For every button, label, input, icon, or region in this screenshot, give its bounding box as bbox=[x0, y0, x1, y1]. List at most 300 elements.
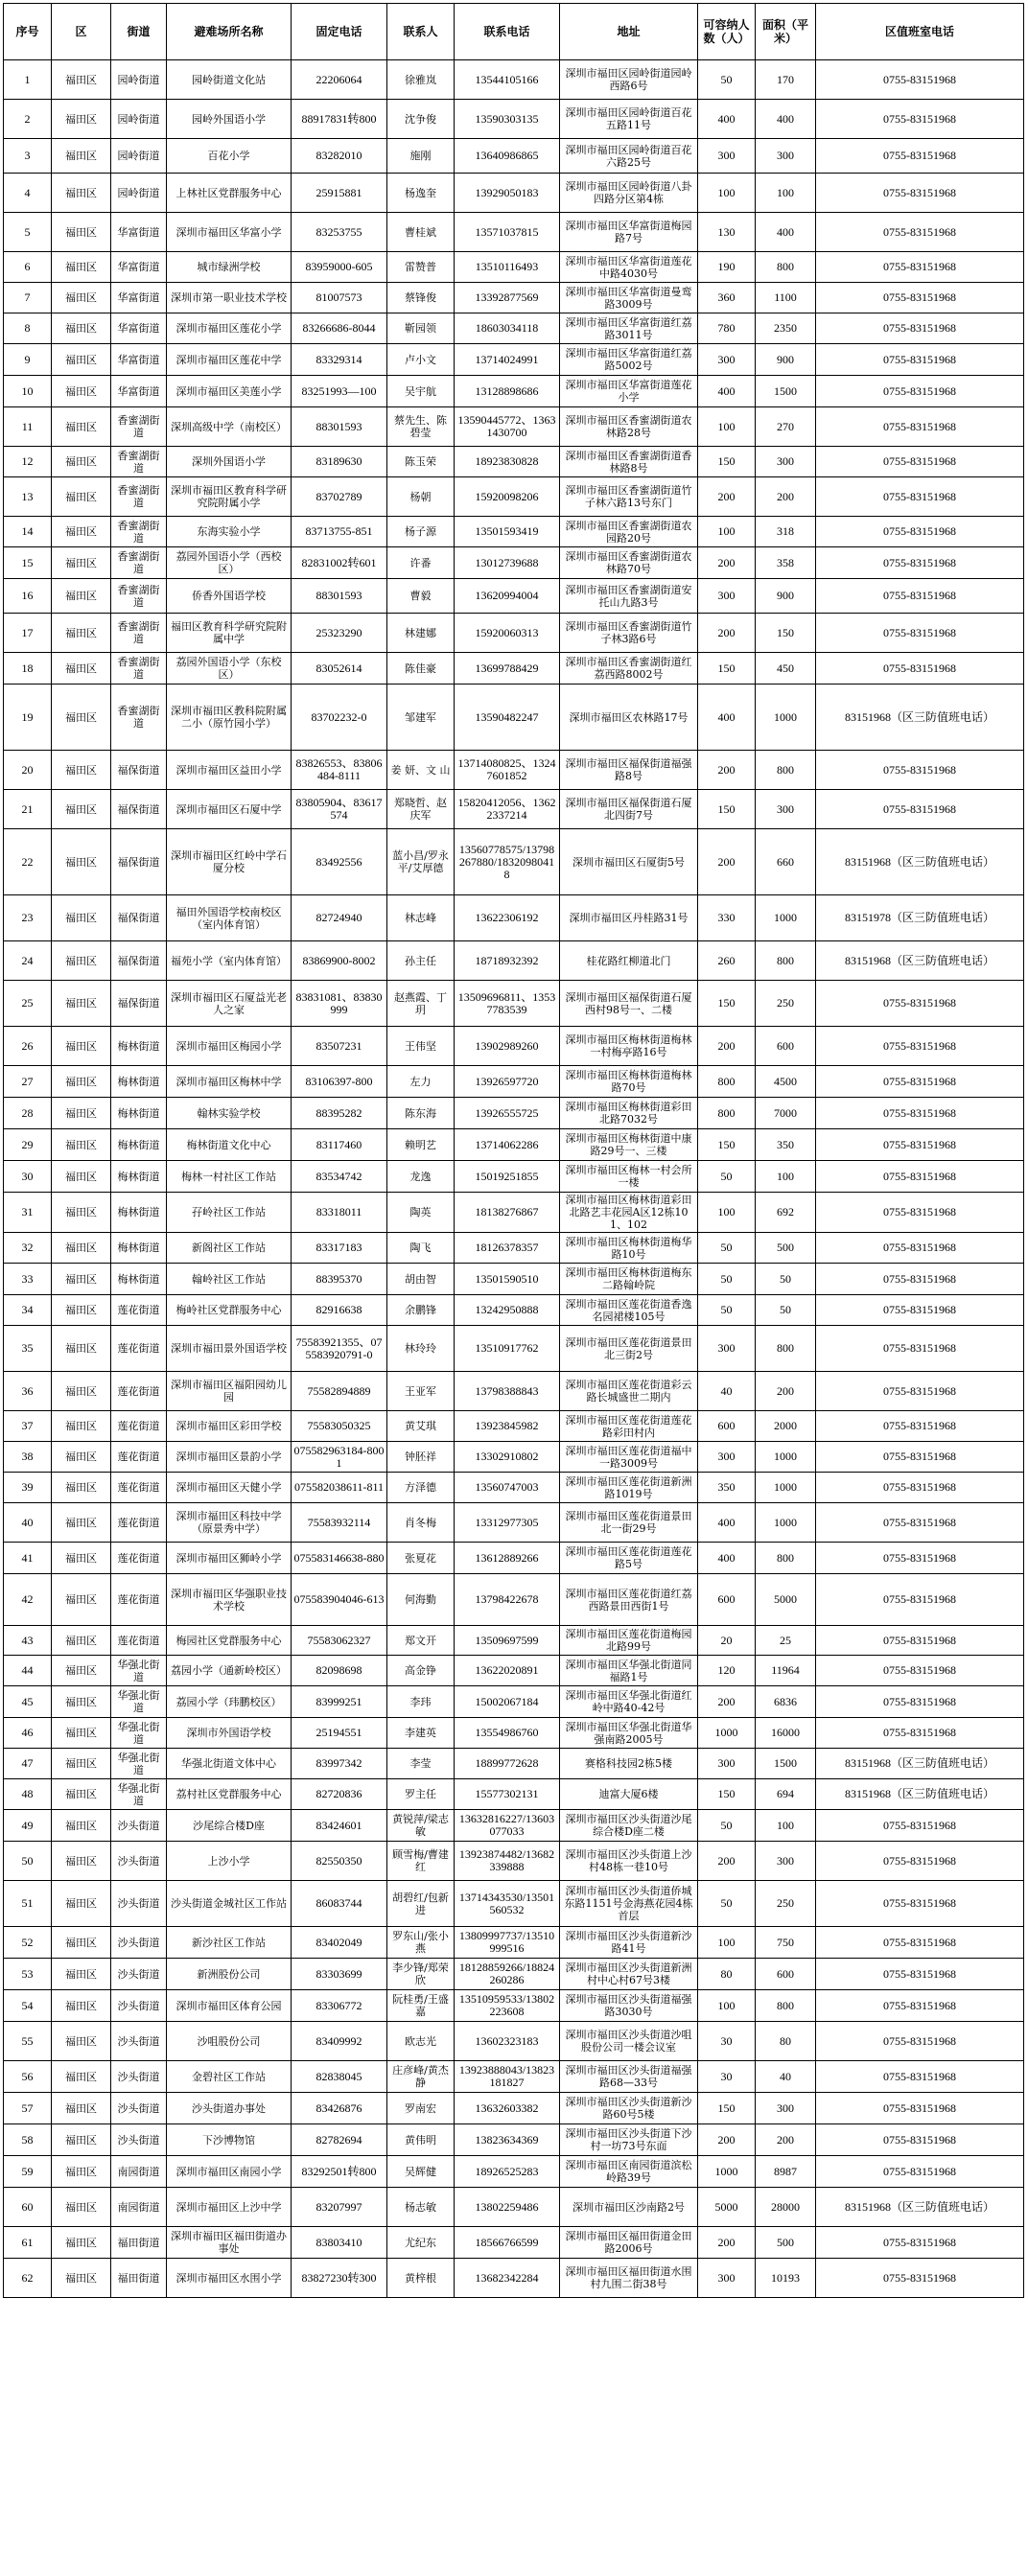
cell-phone: 22206064 bbox=[292, 60, 387, 100]
table-row bbox=[4, 1233, 1024, 1264]
cell-capacity: 80 bbox=[698, 1959, 756, 1990]
cell-duty-phone: 0755-83151968 bbox=[816, 547, 1024, 579]
cell-district: 福田区 bbox=[52, 981, 111, 1027]
cell-no: 17 bbox=[4, 614, 52, 653]
cell-duty-phone: 83151968（区三防值班电话） bbox=[816, 1749, 1024, 1779]
cell-capacity: 200 bbox=[698, 1842, 756, 1881]
cell-duty-phone: 83151968（区三防值班电话） bbox=[816, 1779, 1024, 1810]
cell-address: 深圳市福田区福保街道石厦北四街7号 bbox=[560, 790, 698, 829]
table-row bbox=[4, 1193, 1024, 1233]
cell-capacity: 300 bbox=[698, 2259, 756, 2298]
cell-contact: 靳园领 bbox=[387, 313, 455, 344]
cell-no: 7 bbox=[4, 283, 52, 313]
cell-street: 福保街道 bbox=[111, 751, 167, 790]
cell-capacity: 50 bbox=[698, 1295, 756, 1326]
cell-duty-phone: 83151978（区三防值班电话） bbox=[816, 895, 1024, 941]
table-row bbox=[4, 1574, 1024, 1626]
cell-mobile: 13302910802 bbox=[455, 1442, 560, 1473]
cell-mobile: 13622306192 bbox=[455, 895, 560, 941]
cell-area: 358 bbox=[756, 547, 816, 579]
cell-no: 4 bbox=[4, 174, 52, 213]
cell-address: 深圳市福田区丹桂路31号 bbox=[560, 895, 698, 941]
cell-address: 深圳市福田区沙头街道侨城东路1151号金海燕花园4栋首层 bbox=[560, 1881, 698, 1927]
table-row bbox=[4, 1810, 1024, 1842]
cell-duty-phone: 0755-83151968 bbox=[816, 174, 1024, 213]
cell-mobile: 13560778575/13798267880/18320980418 bbox=[455, 829, 560, 895]
cell-street: 莲花街道 bbox=[111, 1473, 167, 1503]
cell-no: 60 bbox=[4, 2188, 52, 2227]
cell-contact: 施刚 bbox=[387, 139, 455, 174]
cell-capacity: 300 bbox=[698, 579, 756, 614]
cell-duty-phone: 0755-83151968 bbox=[816, 790, 1024, 829]
cell-phone: 81007573 bbox=[292, 283, 387, 313]
cell-name: 深圳市福田景外国语学校 bbox=[167, 1326, 292, 1372]
cell-street: 华富街道 bbox=[111, 252, 167, 283]
table-row bbox=[4, 1686, 1024, 1718]
cell-district: 福田区 bbox=[52, 579, 111, 614]
shelter-table bbox=[3, 3, 1024, 2298]
cell-area: 50 bbox=[756, 1295, 816, 1326]
cell-address: 深圳市福田区沙南路2号 bbox=[560, 2188, 698, 2227]
cell-contact: 陈佳豪 bbox=[387, 653, 455, 685]
table-row bbox=[4, 2093, 1024, 2124]
cell-district: 福田区 bbox=[52, 2061, 111, 2093]
cell-no: 3 bbox=[4, 139, 52, 174]
table-row bbox=[4, 790, 1024, 829]
cell-duty-phone: 0755-83151968 bbox=[816, 1718, 1024, 1749]
cell-area: 250 bbox=[756, 1881, 816, 1927]
cell-contact: 李莹 bbox=[387, 1749, 455, 1779]
cell-area: 450 bbox=[756, 653, 816, 685]
cell-area: 100 bbox=[756, 1161, 816, 1193]
cell-area: 1000 bbox=[756, 1442, 816, 1473]
cell-no: 8 bbox=[4, 313, 52, 344]
cell-phone: 83317183 bbox=[292, 1233, 387, 1264]
col-header-capacity: 可容纳人数（人） bbox=[698, 4, 756, 60]
cell-district: 福田区 bbox=[52, 2156, 111, 2188]
cell-address: 深圳市福田区莲花街道彩云路长城盛世二期内 bbox=[560, 1372, 698, 1411]
cell-name: 沙尾综合楼D座 bbox=[167, 1810, 292, 1842]
cell-street: 南园街道 bbox=[111, 2156, 167, 2188]
cell-district: 福田区 bbox=[52, 517, 111, 547]
cell-street: 福保街道 bbox=[111, 790, 167, 829]
cell-capacity: 100 bbox=[698, 1927, 756, 1959]
cell-name: 福苑小学（室内体育馆） bbox=[167, 941, 292, 981]
cell-no: 57 bbox=[4, 2093, 52, 2124]
cell-capacity: 350 bbox=[698, 1473, 756, 1503]
cell-name: 梅林一村社区工作站 bbox=[167, 1161, 292, 1193]
table-row bbox=[4, 2156, 1024, 2188]
cell-name: 荔园小学（玮鹏校区） bbox=[167, 1686, 292, 1718]
cell-contact: 罗南宏 bbox=[387, 2093, 455, 2124]
cell-name: 深圳市福田区彩田学校 bbox=[167, 1411, 292, 1442]
table-row bbox=[4, 2022, 1024, 2061]
cell-area: 1500 bbox=[756, 1749, 816, 1779]
cell-district: 福田区 bbox=[52, 1372, 111, 1411]
cell-address: 深圳市福田区莲花街道红荔西路景田西街1号 bbox=[560, 1574, 698, 1626]
cell-duty-phone: 0755-83151968 bbox=[816, 2022, 1024, 2061]
cell-district: 福田区 bbox=[52, 283, 111, 313]
cell-district: 福田区 bbox=[52, 174, 111, 213]
cell-street: 莲花街道 bbox=[111, 1574, 167, 1626]
cell-no: 41 bbox=[4, 1543, 52, 1574]
cell-district: 福田区 bbox=[52, 2093, 111, 2124]
cell-contact: 胡碧红/包新进 bbox=[387, 1881, 455, 1927]
cell-contact: 林志峰 bbox=[387, 895, 455, 941]
cell-name: 上林社区党群服务中心 bbox=[167, 174, 292, 213]
cell-capacity: 1000 bbox=[698, 2156, 756, 2188]
cell-street: 香蜜湖街道 bbox=[111, 579, 167, 614]
cell-duty-phone: 0755-83151968 bbox=[816, 1503, 1024, 1543]
cell-district: 福田区 bbox=[52, 213, 111, 252]
cell-address: 深圳市福田区沙头街道上沙村48栋一巷10号 bbox=[560, 1842, 698, 1881]
table-row bbox=[4, 653, 1024, 685]
col-header-contact: 联系人 bbox=[387, 4, 455, 60]
cell-name: 深圳高级中学（南校区） bbox=[167, 407, 292, 447]
cell-contact: 林建娜 bbox=[387, 614, 455, 653]
cell-mobile: 18566766599 bbox=[455, 2227, 560, 2259]
cell-no: 56 bbox=[4, 2061, 52, 2093]
cell-street: 莲花街道 bbox=[111, 1372, 167, 1411]
cell-mobile: 13312977305 bbox=[455, 1503, 560, 1543]
cell-area: 80 bbox=[756, 2022, 816, 2061]
cell-phone: 88395370 bbox=[292, 1264, 387, 1295]
cell-duty-phone: 0755-83151968 bbox=[816, 1129, 1024, 1161]
table-row bbox=[4, 1718, 1024, 1749]
cell-address: 深圳市福田区沙头街道下沙村一坊73号东面 bbox=[560, 2124, 698, 2156]
table-row bbox=[4, 376, 1024, 407]
cell-phone: 82720836 bbox=[292, 1779, 387, 1810]
cell-street: 莲花街道 bbox=[111, 1543, 167, 1574]
cell-name: 梅园社区党群服务中心 bbox=[167, 1626, 292, 1656]
cell-capacity: 150 bbox=[698, 1779, 756, 1810]
cell-mobile: 13714062286 bbox=[455, 1129, 560, 1161]
cell-duty-phone: 0755-83151968 bbox=[816, 1066, 1024, 1098]
cell-area: 1500 bbox=[756, 376, 816, 407]
cell-capacity: 100 bbox=[698, 517, 756, 547]
cell-name: 翰林实验学校 bbox=[167, 1098, 292, 1129]
cell-name: 福田外国语学校南校区（室内体育馆） bbox=[167, 895, 292, 941]
cell-name: 下沙博物馆 bbox=[167, 2124, 292, 2156]
cell-district: 福田区 bbox=[52, 2227, 111, 2259]
cell-phone: 86083744 bbox=[292, 1881, 387, 1927]
cell-phone: 82838045 bbox=[292, 2061, 387, 2093]
cell-address: 深圳市福田区石厦街5号 bbox=[560, 829, 698, 895]
cell-no: 11 bbox=[4, 407, 52, 447]
cell-address: 桂花路红柳道北门 bbox=[560, 941, 698, 981]
cell-district: 福田区 bbox=[52, 1066, 111, 1098]
cell-duty-phone: 0755-83151968 bbox=[816, 213, 1024, 252]
cell-phone: 83266686-8044 bbox=[292, 313, 387, 344]
cell-capacity: 5000 bbox=[698, 2188, 756, 2227]
cell-district: 福田区 bbox=[52, 1193, 111, 1233]
cell-phone: 83702232-0 bbox=[292, 685, 387, 751]
cell-capacity: 150 bbox=[698, 981, 756, 1027]
cell-duty-phone: 0755-83151968 bbox=[816, 1959, 1024, 1990]
cell-phone: 83492556 bbox=[292, 829, 387, 895]
cell-duty-phone: 83151968（区三防值班电话） bbox=[816, 829, 1024, 895]
cell-name: 深圳市福田区科技中学（原景秀中学） bbox=[167, 1503, 292, 1543]
cell-name: 深圳市福田区莲花小学 bbox=[167, 313, 292, 344]
cell-phone: 75583921355、075583920791-0 bbox=[292, 1326, 387, 1372]
cell-area: 150 bbox=[756, 614, 816, 653]
cell-street: 华强北街道 bbox=[111, 1749, 167, 1779]
col-header-area: 面积（平米） bbox=[756, 4, 816, 60]
cell-mobile: 13714343530/13501560532 bbox=[455, 1881, 560, 1927]
cell-mobile: 15002067184 bbox=[455, 1686, 560, 1718]
cell-street: 福保街道 bbox=[111, 981, 167, 1027]
cell-no: 61 bbox=[4, 2227, 52, 2259]
cell-no: 35 bbox=[4, 1326, 52, 1372]
cell-mobile: 13501593419 bbox=[455, 517, 560, 547]
cell-phone: 83959000-605 bbox=[292, 252, 387, 283]
table-row bbox=[4, 1161, 1024, 1193]
cell-capacity: 200 bbox=[698, 477, 756, 517]
cell-duty-phone: 0755-83151968 bbox=[816, 653, 1024, 685]
cell-duty-phone: 0755-83151968 bbox=[816, 1543, 1024, 1574]
table-row bbox=[4, 213, 1024, 252]
cell-capacity: 400 bbox=[698, 685, 756, 751]
cell-capacity: 400 bbox=[698, 1503, 756, 1543]
cell-duty-phone: 83151968（区三防值班电话） bbox=[816, 2188, 1024, 2227]
cell-area: 800 bbox=[756, 1543, 816, 1574]
cell-no: 33 bbox=[4, 1264, 52, 1295]
cell-phone: 83702789 bbox=[292, 477, 387, 517]
cell-contact: 郑文开 bbox=[387, 1626, 455, 1656]
cell-name: 梅林街道文化中心 bbox=[167, 1129, 292, 1161]
cell-name: 新洲股份公司 bbox=[167, 1959, 292, 1990]
cell-address: 深圳市福田区园岭街道百花六路25号 bbox=[560, 139, 698, 174]
cell-street: 莲花街道 bbox=[111, 1442, 167, 1473]
cell-contact: 高金铮 bbox=[387, 1656, 455, 1686]
cell-no: 16 bbox=[4, 579, 52, 614]
cell-contact: 钟胚祥 bbox=[387, 1442, 455, 1473]
cell-district: 福田区 bbox=[52, 1749, 111, 1779]
cell-phone: 075582963184-8001 bbox=[292, 1442, 387, 1473]
cell-area: 250 bbox=[756, 981, 816, 1027]
cell-duty-phone: 0755-83151968 bbox=[816, 1842, 1024, 1881]
cell-address: 深圳市福田区香蜜湖街道竹子林六路13号东门 bbox=[560, 477, 698, 517]
cell-duty-phone: 0755-83151968 bbox=[816, 2227, 1024, 2259]
cell-no: 9 bbox=[4, 344, 52, 376]
cell-capacity: 780 bbox=[698, 313, 756, 344]
cell-capacity: 200 bbox=[698, 547, 756, 579]
cell-contact: 陈东海 bbox=[387, 1098, 455, 1129]
cell-mobile: 13510959533/13802223608 bbox=[455, 1990, 560, 2022]
cell-mobile: 13699788429 bbox=[455, 653, 560, 685]
cell-street: 沙头街道 bbox=[111, 2093, 167, 2124]
cell-area: 900 bbox=[756, 579, 816, 614]
cell-duty-phone: 0755-83151968 bbox=[816, 2156, 1024, 2188]
cell-no: 13 bbox=[4, 477, 52, 517]
cell-street: 园岭街道 bbox=[111, 139, 167, 174]
cell-district: 福田区 bbox=[52, 1027, 111, 1066]
cell-no: 47 bbox=[4, 1749, 52, 1779]
cell-name: 深圳外国语小学 bbox=[167, 447, 292, 477]
cell-name: 孖岭社区工作站 bbox=[167, 1193, 292, 1233]
table-row bbox=[4, 1543, 1024, 1574]
table-row bbox=[4, 1411, 1024, 1442]
cell-address: 深圳市福田区莲花街道莲花路5号 bbox=[560, 1543, 698, 1574]
cell-mobile: 13501590510 bbox=[455, 1264, 560, 1295]
cell-street: 福保街道 bbox=[111, 895, 167, 941]
cell-address: 深圳市福田区华富街道曼鸾路3009号 bbox=[560, 283, 698, 313]
cell-duty-phone: 0755-83151968 bbox=[816, 1927, 1024, 1959]
cell-capacity: 50 bbox=[698, 1881, 756, 1927]
cell-district: 福田区 bbox=[52, 1098, 111, 1129]
cell-contact: 杨子源 bbox=[387, 517, 455, 547]
cell-name: 深圳市福田区莲花中学 bbox=[167, 344, 292, 376]
cell-capacity: 800 bbox=[698, 1098, 756, 1129]
cell-district: 福田区 bbox=[52, 477, 111, 517]
cell-district: 福田区 bbox=[52, 407, 111, 447]
cell-address: 深圳市福田区华强北街道同福路1号 bbox=[560, 1656, 698, 1686]
cell-duty-phone: 0755-83151968 bbox=[816, 1295, 1024, 1326]
cell-duty-phone: 0755-83151968 bbox=[816, 1810, 1024, 1842]
cell-area: 10193 bbox=[756, 2259, 816, 2298]
cell-duty-phone: 0755-83151968 bbox=[816, 100, 1024, 139]
cell-name: 沙咀股份公司 bbox=[167, 2022, 292, 2061]
cell-phone: 83831081、83830999 bbox=[292, 981, 387, 1027]
cell-capacity: 30 bbox=[698, 2022, 756, 2061]
cell-street: 莲花街道 bbox=[111, 1295, 167, 1326]
cell-address: 深圳市福田区沙头街道沙尾综合楼D座二楼 bbox=[560, 1810, 698, 1842]
cell-duty-phone: 0755-83151968 bbox=[816, 407, 1024, 447]
cell-duty-phone: 0755-83151968 bbox=[816, 283, 1024, 313]
cell-area: 1000 bbox=[756, 1503, 816, 1543]
cell-area: 692 bbox=[756, 1193, 816, 1233]
cell-name: 深圳市福田区梅园小学 bbox=[167, 1027, 292, 1066]
cell-phone: 82831002转601 bbox=[292, 547, 387, 579]
cell-capacity: 360 bbox=[698, 283, 756, 313]
cell-district: 福田区 bbox=[52, 1473, 111, 1503]
cell-district: 福田区 bbox=[52, 790, 111, 829]
cell-phone: 82550350 bbox=[292, 1842, 387, 1881]
cell-mobile: 13926555725 bbox=[455, 1098, 560, 1129]
cell-address: 深圳市福田区沙头街道新沙路60号5楼 bbox=[560, 2093, 698, 2124]
cell-mobile: 13902989260 bbox=[455, 1027, 560, 1066]
cell-name: 荔园小学（通新岭校区） bbox=[167, 1656, 292, 1686]
cell-name: 深圳市福田区水围小学 bbox=[167, 2259, 292, 2298]
cell-district: 福田区 bbox=[52, 1264, 111, 1295]
cell-name: 深圳市福田区红岭中学石厦分校 bbox=[167, 829, 292, 895]
cell-area: 694 bbox=[756, 1779, 816, 1810]
cell-street: 园岭街道 bbox=[111, 60, 167, 100]
cell-name: 华强北街道文体中心 bbox=[167, 1749, 292, 1779]
cell-capacity: 120 bbox=[698, 1656, 756, 1686]
cell-no: 55 bbox=[4, 2022, 52, 2061]
cell-street: 梅林街道 bbox=[111, 1066, 167, 1098]
cell-mobile: 13632603382 bbox=[455, 2093, 560, 2124]
cell-address: 迪富大厦6楼 bbox=[560, 1779, 698, 1810]
cell-street: 福保街道 bbox=[111, 941, 167, 981]
cell-street: 香蜜湖街道 bbox=[111, 614, 167, 653]
table-row bbox=[4, 1656, 1024, 1686]
cell-contact: 肖冬梅 bbox=[387, 1503, 455, 1543]
cell-name: 沙头街道金城社区工作站 bbox=[167, 1881, 292, 1927]
cell-mobile: 13798388843 bbox=[455, 1372, 560, 1411]
cell-contact: 庄彦峰/黄杰静 bbox=[387, 2061, 455, 2093]
cell-capacity: 20 bbox=[698, 1626, 756, 1656]
cell-contact: 徐雅岚 bbox=[387, 60, 455, 100]
cell-duty-phone: 0755-83151968 bbox=[816, 1372, 1024, 1411]
cell-phone: 83713755-851 bbox=[292, 517, 387, 547]
cell-capacity: 200 bbox=[698, 614, 756, 653]
cell-mobile: 18926525283 bbox=[455, 2156, 560, 2188]
cell-duty-phone: 0755-83151968 bbox=[816, 579, 1024, 614]
cell-area: 200 bbox=[756, 477, 816, 517]
cell-contact: 孙主任 bbox=[387, 941, 455, 981]
table-row bbox=[4, 547, 1024, 579]
cell-area: 800 bbox=[756, 751, 816, 790]
cell-contact: 李少锋/郑荣欣 bbox=[387, 1959, 455, 1990]
cell-district: 福田区 bbox=[52, 547, 111, 579]
cell-address: 深圳市福田区梅林街道梅林路70号 bbox=[560, 1066, 698, 1098]
cell-address: 深圳市福田区梅林街道梅华路10号 bbox=[560, 1233, 698, 1264]
cell-street: 沙头街道 bbox=[111, 1959, 167, 1990]
cell-no: 44 bbox=[4, 1656, 52, 1686]
table-row bbox=[4, 283, 1024, 313]
cell-phone: 83402049 bbox=[292, 1927, 387, 1959]
cell-capacity: 190 bbox=[698, 252, 756, 283]
table-row bbox=[4, 2259, 1024, 2298]
cell-phone: 83292501转800 bbox=[292, 2156, 387, 2188]
cell-street: 华富街道 bbox=[111, 283, 167, 313]
cell-area: 300 bbox=[756, 1842, 816, 1881]
cell-no: 30 bbox=[4, 1161, 52, 1193]
cell-phone: 83424601 bbox=[292, 1810, 387, 1842]
cell-contact: 罗主任 bbox=[387, 1779, 455, 1810]
cell-area: 1100 bbox=[756, 283, 816, 313]
cell-name: 荔园外国语小学（西校区） bbox=[167, 547, 292, 579]
cell-name: 荔园外国语小学（东校区） bbox=[167, 653, 292, 685]
cell-street: 沙头街道 bbox=[111, 1927, 167, 1959]
cell-district: 福田区 bbox=[52, 614, 111, 653]
cell-area: 11964 bbox=[756, 1656, 816, 1686]
cell-address: 深圳市福田区莲花街道景田北一街29号 bbox=[560, 1503, 698, 1543]
cell-name: 深圳市福田区华富小学 bbox=[167, 213, 292, 252]
cell-street: 沙头街道 bbox=[111, 1810, 167, 1842]
cell-capacity: 150 bbox=[698, 447, 756, 477]
cell-street: 华富街道 bbox=[111, 313, 167, 344]
cell-no: 5 bbox=[4, 213, 52, 252]
cell-phone: 75583932114 bbox=[292, 1503, 387, 1543]
cell-capacity: 300 bbox=[698, 1442, 756, 1473]
cell-duty-phone: 0755-83151968 bbox=[816, 981, 1024, 1027]
cell-duty-phone: 0755-83151968 bbox=[816, 1326, 1024, 1372]
cell-contact: 沈争俊 bbox=[387, 100, 455, 139]
cell-street: 香蜜湖街道 bbox=[111, 447, 167, 477]
cell-capacity: 150 bbox=[698, 2093, 756, 2124]
cell-district: 福田区 bbox=[52, 139, 111, 174]
cell-district: 福田区 bbox=[52, 1686, 111, 1718]
cell-name: 福田区教育科学研究院附属中学 bbox=[167, 614, 292, 653]
cell-area: 900 bbox=[756, 344, 816, 376]
cell-area: 300 bbox=[756, 2093, 816, 2124]
cell-name: 深圳市福田区石厦益光老人之家 bbox=[167, 981, 292, 1027]
cell-capacity: 300 bbox=[698, 139, 756, 174]
cell-district: 福田区 bbox=[52, 1927, 111, 1959]
cell-district: 福田区 bbox=[52, 685, 111, 751]
cell-address: 深圳市福田区园岭街道八卦四路分区第4栋 bbox=[560, 174, 698, 213]
cell-phone: 83534742 bbox=[292, 1161, 387, 1193]
cell-area: 400 bbox=[756, 213, 816, 252]
cell-address: 深圳市福田区梅林一村会所一楼 bbox=[560, 1161, 698, 1193]
cell-street: 福保街道 bbox=[111, 829, 167, 895]
cell-capacity: 600 bbox=[698, 1574, 756, 1626]
cell-phone: 83999251 bbox=[292, 1686, 387, 1718]
table-row bbox=[4, 407, 1024, 447]
